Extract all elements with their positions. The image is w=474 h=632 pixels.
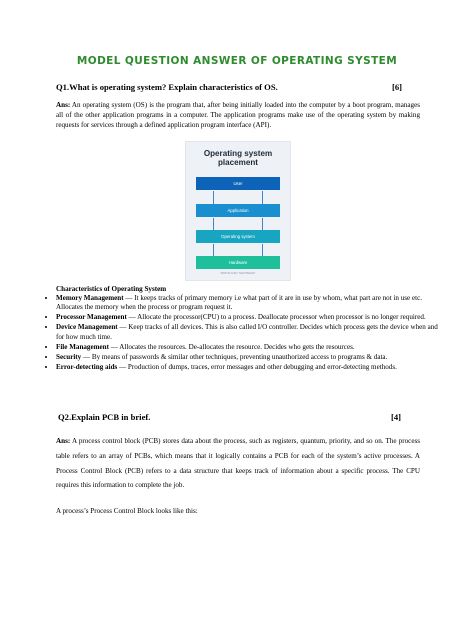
answer-2 <box>56 434 420 493</box>
list-item <box>56 343 439 352</box>
list-item-term: Memory Management <box>56 294 124 302</box>
arrow-up-3 <box>213 244 214 256</box>
list-item-desc: — Production of dumps, traces, error messages and other debugging and error-detecting methods. <box>117 362 397 371</box>
arrow-up-2 <box>213 218 214 230</box>
list-item-desc: — By means of passwords & similar other techniques, preventing unauthorized access to programs & data. <box>81 352 388 361</box>
characteristics-list <box>40 294 439 373</box>
answer-1 <box>56 100 420 131</box>
diagram-title-line-1: Operating system <box>203 149 273 158</box>
question-1-marks: [6] <box>392 82 403 92</box>
list-item-term: Security <box>56 352 82 361</box>
list-item-desc: — Keep tracks of all devices. This is also called I/O controller. Decides which process gets the device when and for how much time. <box>56 323 438 341</box>
list-item-term: File Management <box>56 342 109 351</box>
document-title: MODEL QUESTION ANSWER OF OPERATING SYSTEM <box>76 55 398 67</box>
answer-2-label: Ans: <box>56 437 71 445</box>
diagram-title <box>186 149 290 167</box>
list-item <box>56 323 439 342</box>
diagram-title-line-2: placement <box>217 158 259 167</box>
answer-2-text: A process control block (PCB) stores data about the process, such as registers, quantum, priority, and so on. The process table refers to an array of PCBs, which means that it logically contains a PCB for each of the system’s active processes. A Process Control Block (PCB) refers to a data structure that keeps track of information about a specific process. The CPU requires this information to complete the job. <box>56 437 420 490</box>
arrow-down-1 <box>262 191 263 204</box>
diagram-footer: WHATIS.COM / TECHTARGET <box>220 272 256 275</box>
answer-2-closing: A process’s Process Control Block looks like this: <box>56 507 198 515</box>
list-item-term: Device Management <box>56 323 118 332</box>
list-item <box>56 294 439 313</box>
list-item <box>56 313 439 322</box>
arrow-down-2 <box>262 218 263 230</box>
question-1: Q1.What is operating system? Explain characteristics of OS. <box>56 82 278 92</box>
arrow-down-3 <box>262 244 263 256</box>
question-2-marks: [4] <box>391 412 402 422</box>
layer-user: User <box>196 177 280 190</box>
list-item-desc: — It keeps tracks of primary memory i.e what part of it are in use by whom, what part are not in use etc. Allocates the memory when the process or program request it. <box>56 294 423 312</box>
layer-application: Application <box>196 204 280 217</box>
arrow-up-1 <box>213 191 214 204</box>
answer-1-text: An operating system (OS) is the program that, after being initially loaded into the computer by a boot program, manages all of the other application programs in a computer. The application programs make use of the operating system by making requests for services through a defined application program interface (API). <box>56 101 420 130</box>
list-item-desc: — Allocates the resources. De-allocates the resource. Decides who gets the resources. <box>109 342 355 351</box>
list-item-term: Error-detecting aids <box>56 362 118 371</box>
list-item <box>56 363 439 372</box>
list-item <box>56 353 439 362</box>
list-item-desc: — Allocate the processor(CPU) to a process. Deallocate processor when processor is no longer required. <box>126 313 426 322</box>
characteristics-heading: Characteristics of Operating System <box>56 285 167 293</box>
answer-1-label: Ans: <box>56 101 71 109</box>
layer-hardware: Hardware <box>196 256 280 269</box>
question-2: Q2.Explain PCB in brief. <box>58 412 151 422</box>
list-item-term: Processor Management <box>56 313 127 322</box>
os-placement-diagram <box>185 141 291 281</box>
layer-operating-system: Operating system <box>196 230 280 243</box>
